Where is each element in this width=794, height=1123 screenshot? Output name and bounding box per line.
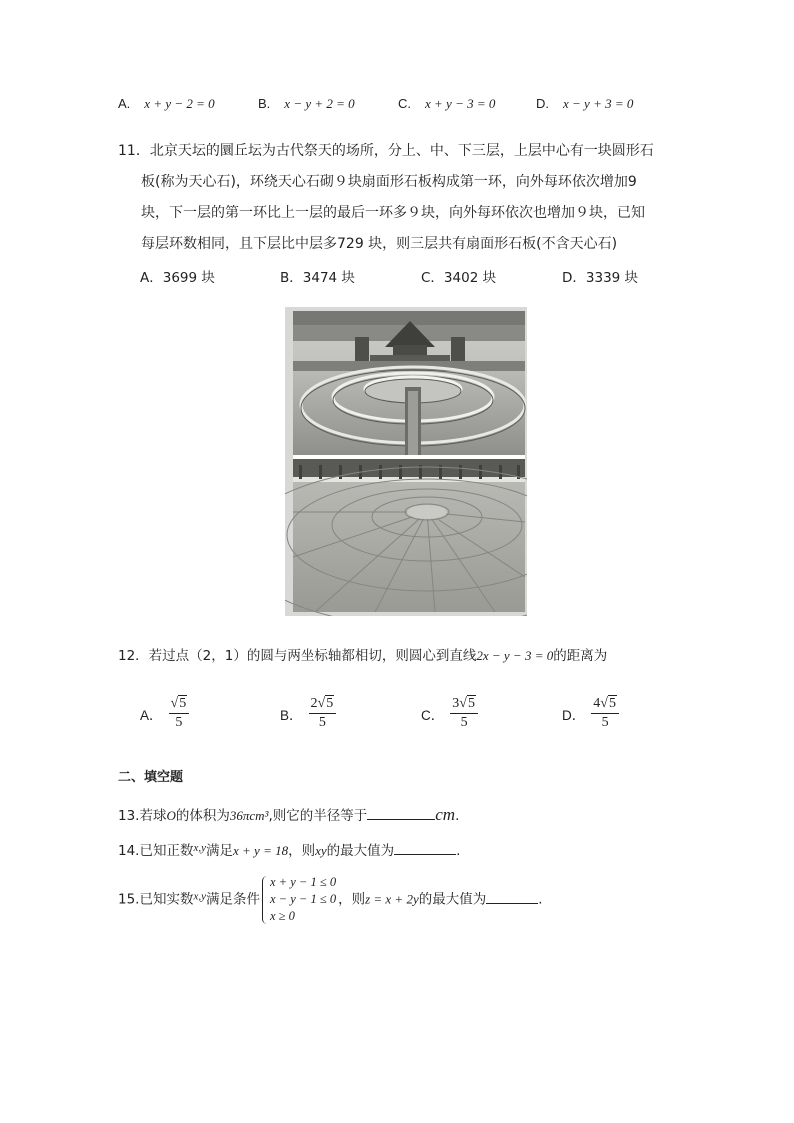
constraint-2: x − y − 1 ≤ 0 <box>270 892 337 906</box>
denominator: 5 <box>175 715 183 730</box>
denominator: 5 <box>318 715 326 730</box>
q12-options <box>140 695 700 739</box>
constraint-3: x ≥ 0 <box>270 909 295 923</box>
q12-line-expr: 2x − y − 3 = 0 <box>476 648 554 663</box>
q15-end: 的最大值为 <box>418 891 487 908</box>
option-label: C. <box>398 96 411 111</box>
q14-pre: 14.已知正数 <box>118 843 194 859</box>
sqrt-symbol: √5 <box>317 696 334 711</box>
option-expr: x − y + 3 = 0 <box>563 96 634 111</box>
left-brace <box>262 876 268 924</box>
q10-option-a <box>118 96 215 112</box>
q14 <box>118 839 460 859</box>
q15-constraint-system <box>262 874 336 925</box>
section-title: 二、填空题 <box>118 770 184 785</box>
q14-end: 的最大值为 <box>326 843 395 859</box>
sqrt-symbol: √5 <box>170 696 187 711</box>
q15-objective: z = x + 2y <box>365 891 419 907</box>
q12-option-d <box>562 695 619 732</box>
q11-line-3: 块，下一层的第一环比上一层的最后一环多９块，向外每环依次也增加９块，已知 <box>141 205 645 221</box>
radicand: 5 <box>467 696 475 711</box>
q12-stem <box>118 644 607 664</box>
q10-option-b <box>258 96 355 112</box>
coefficient: 3 <box>452 696 460 711</box>
q10-option-d <box>536 96 633 112</box>
q11-option-d: D．3339 块 <box>562 270 639 286</box>
q11-option-b: B．3474 块 <box>280 270 355 286</box>
q12-option-b <box>280 695 336 732</box>
sqrt-symbol: √5 <box>459 696 475 711</box>
q11-line-2: 板(称为天心石)，环绕天心石砌９块扇面形石板构成第一环，向外每环依次增加9 <box>141 174 637 190</box>
q14-tail: . <box>456 843 461 859</box>
q12-stem-pre: 12．若过点（2，1）的圆与两坐标轴都相切，则圆心到直线 <box>118 648 477 664</box>
q15-pre: 15.已知实数 <box>118 891 194 908</box>
q15-post: ，则 <box>338 891 366 908</box>
q13-mid: 的体积为 <box>175 808 230 824</box>
q10-option-c <box>398 96 495 112</box>
option-expr: x − y + 2 = 0 <box>284 96 355 111</box>
q12-option-c <box>421 695 478 732</box>
option-label: B． <box>280 707 303 723</box>
q11-option-a: A．3699 块 <box>140 270 215 286</box>
q14-condition: x + y = 18 <box>233 843 289 858</box>
fraction <box>309 695 337 732</box>
option-label: D． <box>562 707 586 723</box>
altar-photo <box>285 307 527 616</box>
constraint-1: x + y − 1 ≤ 0 <box>270 875 337 889</box>
q10-options <box>118 96 678 116</box>
fraction <box>169 695 190 732</box>
q14-product: xy <box>315 843 327 858</box>
option-label: D. <box>536 96 549 111</box>
q13-post: ,则它的半径等于 <box>268 808 368 824</box>
altar-photo-illustration <box>285 307 527 616</box>
q15-answer-blank[interactable] <box>486 889 538 904</box>
q13-symbol: O <box>166 808 176 823</box>
fraction <box>591 695 619 732</box>
q13-pre: 13.若球 <box>118 808 167 824</box>
q15-tail: . <box>538 891 543 908</box>
denominator: 5 <box>601 715 609 730</box>
denominator: 5 <box>460 715 468 730</box>
q13-volume: 36πcm³ <box>229 808 269 823</box>
q13 <box>118 804 459 825</box>
q11-stem <box>118 136 698 260</box>
q14-vars: x,y <box>193 842 206 854</box>
option-expr: x + y − 3 = 0 <box>425 96 496 111</box>
radicand: 5 <box>608 696 616 711</box>
q14-mid: 满足 <box>206 843 233 859</box>
q11-option-c: C．3402 块 <box>421 270 497 286</box>
radicand: 5 <box>326 696 334 711</box>
option-label: A. <box>118 96 131 111</box>
q13-unit: cm <box>435 805 456 824</box>
q15-vars: x,y <box>193 890 206 903</box>
radicand: 5 <box>179 696 187 711</box>
coefficient: 2 <box>310 696 318 711</box>
option-label: C． <box>421 707 445 723</box>
q12-stem-post: 的距离为 <box>553 648 608 664</box>
q13-end: . <box>455 808 460 824</box>
option-label: B. <box>258 96 271 111</box>
q12-option-a <box>140 695 189 732</box>
sqrt-symbol: √5 <box>600 696 616 711</box>
q14-answer-blank[interactable] <box>394 840 456 855</box>
q15 <box>118 874 543 925</box>
q14-post: ，则 <box>288 843 316 859</box>
fraction <box>450 695 478 732</box>
option-expr: x + y − 2 = 0 <box>144 96 215 111</box>
q15-mid: 满足条件 <box>206 891 260 908</box>
q11-line-1: 11．北京天坛的圜丘坛为古代祭天的场所，分上、中、下三层，上层中心有一块圆形石 <box>118 143 654 159</box>
q13-answer-blank[interactable] <box>367 805 435 820</box>
coefficient: 4 <box>593 696 601 711</box>
q11-line-4: 每层环数相同，且下层比中层多729 块，则三层共有扇面形石板(不含天心石) <box>141 236 618 252</box>
option-label: A． <box>140 707 163 723</box>
